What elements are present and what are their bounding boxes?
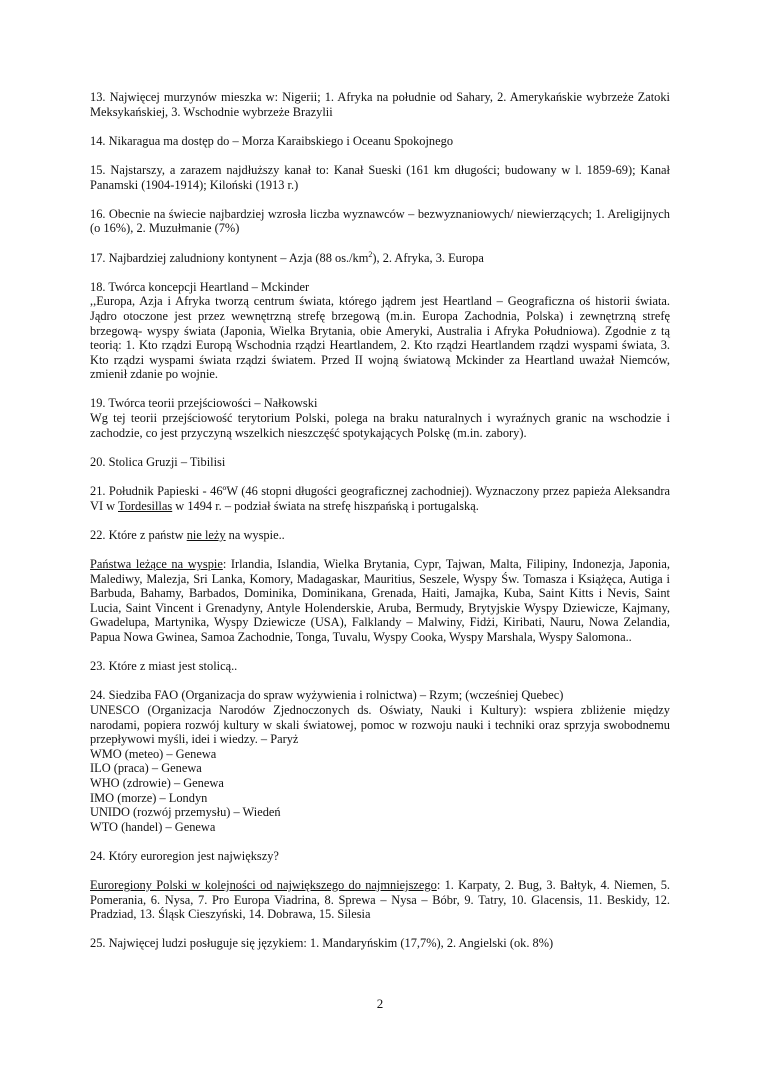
euroregion-list-heading: Euroregiony Polski w kolejności od największego do najmniejszego <box>90 878 437 893</box>
item-16: 16. Obecnie na świecie najbardziej wzrosła liczba wyznawców – bezwyznaniowych/ niewierzących; 1. Areligijnych (o 16%), 2. Muzułmanie (7%) <box>90 206 670 236</box>
item-24-wto: WTO (handel) – Genewa <box>90 819 216 834</box>
item-24-fao: 24. Siedziba FAO (Organizacja do spraw wyżywienia i rolnictwa) – Rzym; (wcześniej Quebec) <box>90 688 564 703</box>
item-24-who: WHO (zdrowie) – Genewa <box>90 775 224 790</box>
item-17-text-rest: ), 2. Afryka, 3. Europa <box>372 250 484 265</box>
item-25: 25. Najwięcej ludzi posługuje się językiem: 1. Mandaryńskim (17,7%), 2. Angielski (ok. 8%) <box>90 936 554 951</box>
item-22-island-states <box>90 557 670 645</box>
item-22-list-text: : Irlandia, Islandia, Wielka Brytania, Cypr, Tajwan, Malta, Filipiny, Indonezja, Japonia, Malediwy, Malezja, Sri Lanka, Komory, Madagaskar, Mauritius, Seszele, Wyspy Św. Tomasza i Książęca, Autiga i Barbuda, Bahamy, Barbados, Dominika, Dominikana, Grenada, Haiti, Jamajka, Kuba, Saint Kitts i Nevis, Saint Lucia, Saint Vincent i Grenadyny, Antyle Holenderskie, Aruba, Bermudy, Brytyjskie Wyspy Dziewicze, Kajmany, Gwadelupa, Martynika, Wyspy Dziewicze (USA), Falklandy – Malwiny, Fidżi, Kiribati, Nauru, Nowa Zelandia, Papua Nowa Gwinea, Samoa Zachodnie, Tonga, Tuvalu, Wyspy Cooka, Wyspy Marshala, Wyspy Salomona.. <box>90 557 670 644</box>
item-21 <box>90 484 670 513</box>
item-24-ilo: ILO (praca) – Genewa <box>90 761 202 776</box>
item-23: 23. Które z miast jest stolicą.. <box>90 659 238 674</box>
item-24-euroregion-question: 24. Który euroregion jest największy? <box>90 848 279 863</box>
item-22 <box>90 528 670 543</box>
item-24-imo: IMO (morze) – Londyn <box>90 790 208 805</box>
item-24-unesco: UNESCO (Organizacja Narodów Zjednoczonych ds. Oświaty, Nauki i Kultury): wspiera zbliżenie między narodami, popiera rozwój kultury w skali światowej, pomoc w rozwoju nauki i techniki oraz sprzyja swobodnemu przepływowi myśli, idei i wiedzy. – Paryż <box>90 702 670 747</box>
item-22-text-rest: na wyspie.. <box>225 527 285 542</box>
item-24-organizations <box>90 688 670 834</box>
item-18-body: ,,Europa, Azja i Afryka tworzą centrum świata, którego jądrem jest Heartland – Geograficzna oś historii świata. Jądro otoczone jest przez wewnętrzną strefę brzegową (m.in. Europa Zachodnia, Polska) i zewnętrzną strefę brzegową- wyspy świata (Japonia, Wielka Brytania, obie Ameryki, Australia i Afryka Południowa). Zgodnie z tą teorią: 1. Kto rządzi Europą Wschodnia rządzi Heartlandem, 2. Kto rządzi Heartlandem rządzi wyspami świata, 3. Kto rządzi wyspami świata rządzi światem. Przed II wojną światową Mckinder za Heartland uważał Niemców, zmienił zdanie po wojnie. <box>90 294 670 382</box>
page-number: 2 <box>376 996 384 1011</box>
item-18-title: 18. Twórca koncepcji Heartland – Mckinder <box>90 279 310 294</box>
item-14: 14. Nikaragua ma dostęp do – Morza Karaibskiego i Oceanu Spokojnego <box>90 133 454 148</box>
item-18 <box>90 280 670 382</box>
item-17-text: 17. Najbardziej zaludniony kontynent – Azja (88 os./km <box>90 250 369 265</box>
euroregion-list-text: : 1. Karpaty, 2. Bug, 3. Bałtyk, 4. Niemen, 5. Pomerania, 6. Nysa, 7. Pro Europa Viadrina, 8. Sprewa – Nysa – Bóbr, 9. Tatry, 10. Glacensis, 11. Beskidy, 12. Pradziad, 13. Śląsk Cieszyński, 14. Dobrawa, 15. Silesia <box>90 878 670 922</box>
item-20: 20. Stolica Gruzji – Tibilisi <box>90 454 226 469</box>
item-17 <box>90 251 670 266</box>
document-page <box>90 90 670 966</box>
item-17-superscript: 2 <box>368 249 373 259</box>
item-21-text-rest: w 1494 r. – podział świata na strefę hiszpańską i portugalską. <box>172 498 479 513</box>
item-21-underlined: Tordesillas <box>118 498 173 513</box>
item-24-wmo: WMO (meteo) – Genewa <box>90 746 217 761</box>
item-21-text: 21. Południk Papieski - 46ºW (46 stopni długości geograficznej zachodniej). Wyznaczony przez papieża Aleksandra VI w <box>90 484 670 513</box>
item-22-list-heading: Państwa leżące na wyspie <box>90 557 223 571</box>
item-22-text: 22. Które z państw <box>90 527 187 542</box>
item-19-body: Wg tej teorii przejściowość terytorium Polski, polega na braku naturalnych i wyraźnych granic na wschodzie i zachodzie, co jest przyczyną wszelkich nieszczęść spotykających Polskę (m.in. zabory). <box>90 411 670 440</box>
item-13: 13. Najwięcej murzynów mieszka w: Nigerii; 1. Afryka na południe od Sahary, 2. Amerykańskie wybrzeże Zatoki Meksykańskiej, 3. Wschodnie wybrzeże Brazylii <box>90 90 670 119</box>
item-24-euroregion-list <box>90 878 670 922</box>
item-19-title: 19. Twórca teorii przejściowości – Nałkowski <box>90 396 318 411</box>
item-19 <box>90 396 670 440</box>
item-15: 15. Najstarszy, a zarazem najdłuższy kanał to: Kanał Sueski (161 km długości; budowany w l. 1859-69); Kanał Panamski (1904-1914); Kiloński (1913 r.) <box>90 162 670 192</box>
item-24-unido: UNIDO (rozwój przemysłu) – Wiedeń <box>90 805 281 820</box>
item-22-underlined: nie leży <box>186 527 226 542</box>
